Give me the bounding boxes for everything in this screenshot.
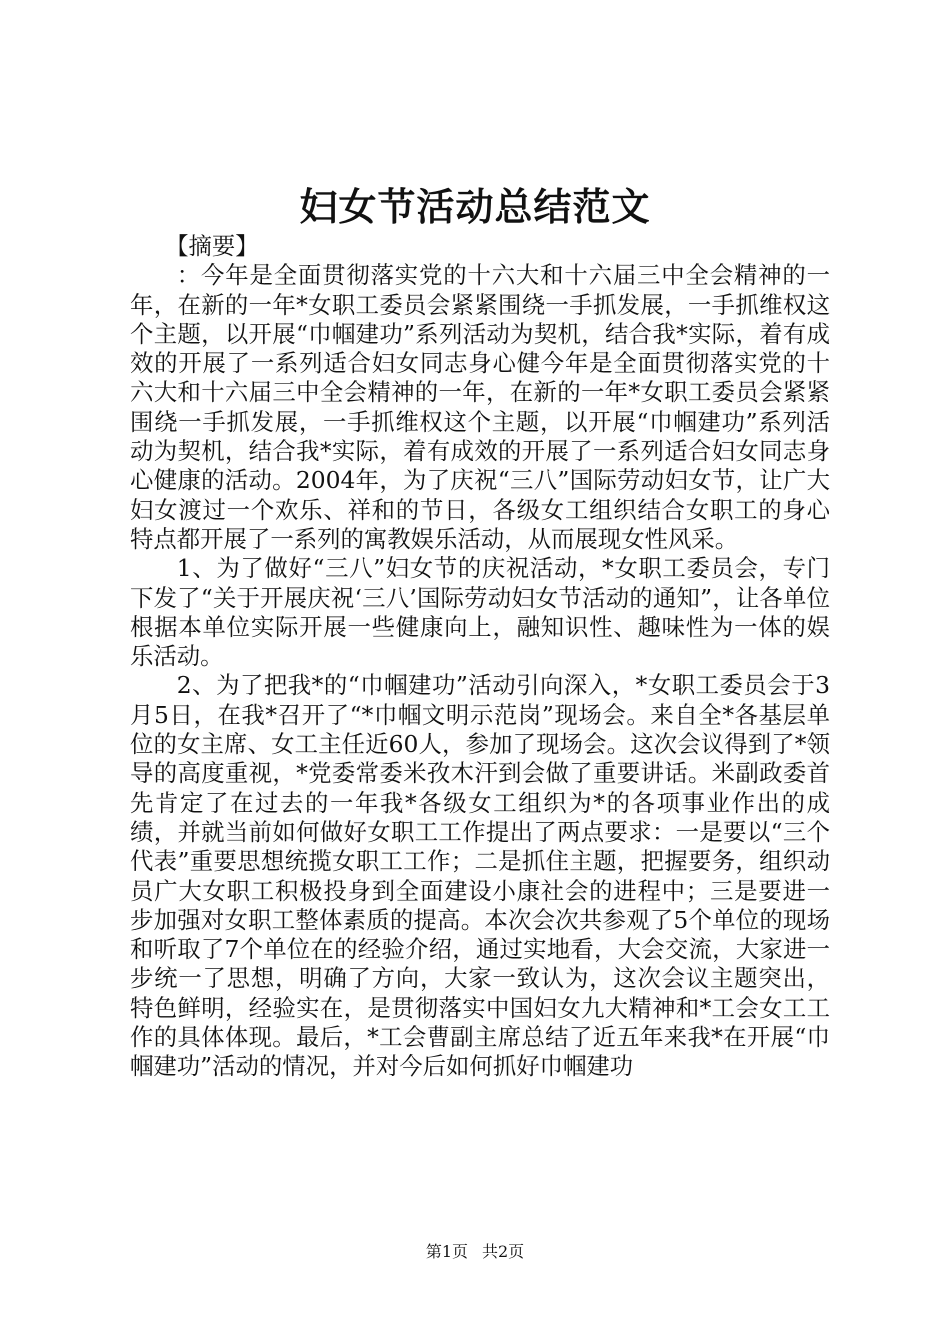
abstract-paragraph: ：今年是全面贯彻落实党的十六大和十六届三中全会精神的一年，在新的一年*女职工委员会紧紧围绕一手抓发展，一手抓维权这个主题，以开展“巾帼建功”系列活动为契机，结合我*实际，着有成效的开展了一系列适合妇女同志身心健今年是全面贯彻落实党的十六大和十六届三中全会精神的一年，在新的一年*女职工委员会紧紧围绕一手抓发展，一手抓维权这个主题，以开展“巾帼建功”系列活动为契机，结合我*实际，着有成效的开展了一系列适合妇女同志身心健康的活动。2004年，为了庆祝“三八”国际劳动妇女节，让广大妇女渡过一个欢乐、祥和的节日，各级女工组织结合女职工的身心特点都开展了一系列的寓教娱乐活动，从而展现女性风采。 xyxy=(130,261,830,553)
page-number: 第1页 xyxy=(425,1242,468,1261)
body-paragraph-2: 2、为了把我*的“巾帼建功”活动引向深入，*女职工委员会于3月5日，在我*召开了“*巾帼文明示范岗”现场会。来自全*各基层单位的女主席、女工主任近60人，参加了现场会。这次会议得到了*领导的高度重视，*党委常委米孜木汗到会做了重要讲话。米副政委首先肯定了在过去的一年我*各级女工组织为*的各项事业作出的成绩，并就当前如何做好女职工工作提出了两点要求：一是要以“三个代表”重要思想统揽女职工工作；二是抓住主题，把握要务，组织动员广大女职工积极投身到全面建设小康社会的进程中；三是要进一步加强对女职工整体素质的提高。本次会次共参观了5个单位的现场和听取了7个单位在的经验介绍，通过实地看，大会交流，大家进一步统一了思想，明确了方向，大家一致认为，这次会议主题突出，特色鲜明，经验实在，是贯彻落实中国妇女九大精神和*工会女工工作的具体体现。最后，*工会曹副主席总结了近五年来我*在开展“巾帼建功”活动的情况，并对今后如何抓好巾帼建功 xyxy=(130,671,830,1081)
abstract-heading: 【摘要】 xyxy=(165,232,259,260)
document-title: 妇女节活动总结范文 xyxy=(299,184,651,229)
page-footer xyxy=(0,1242,950,1262)
document-body xyxy=(130,232,830,1082)
page-total: 共2页 xyxy=(482,1242,525,1261)
body-paragraph-1: 1、为了做好“三八”妇女节的庆祝活动，*女职工委员会，专门下发了“关于开展庆祝‘三八’国际劳动妇女节活动的通知”，让各单位根据本单位实际开展一些健康向上，融知识性、趣味性为一体的娱乐活动。 xyxy=(130,554,830,671)
